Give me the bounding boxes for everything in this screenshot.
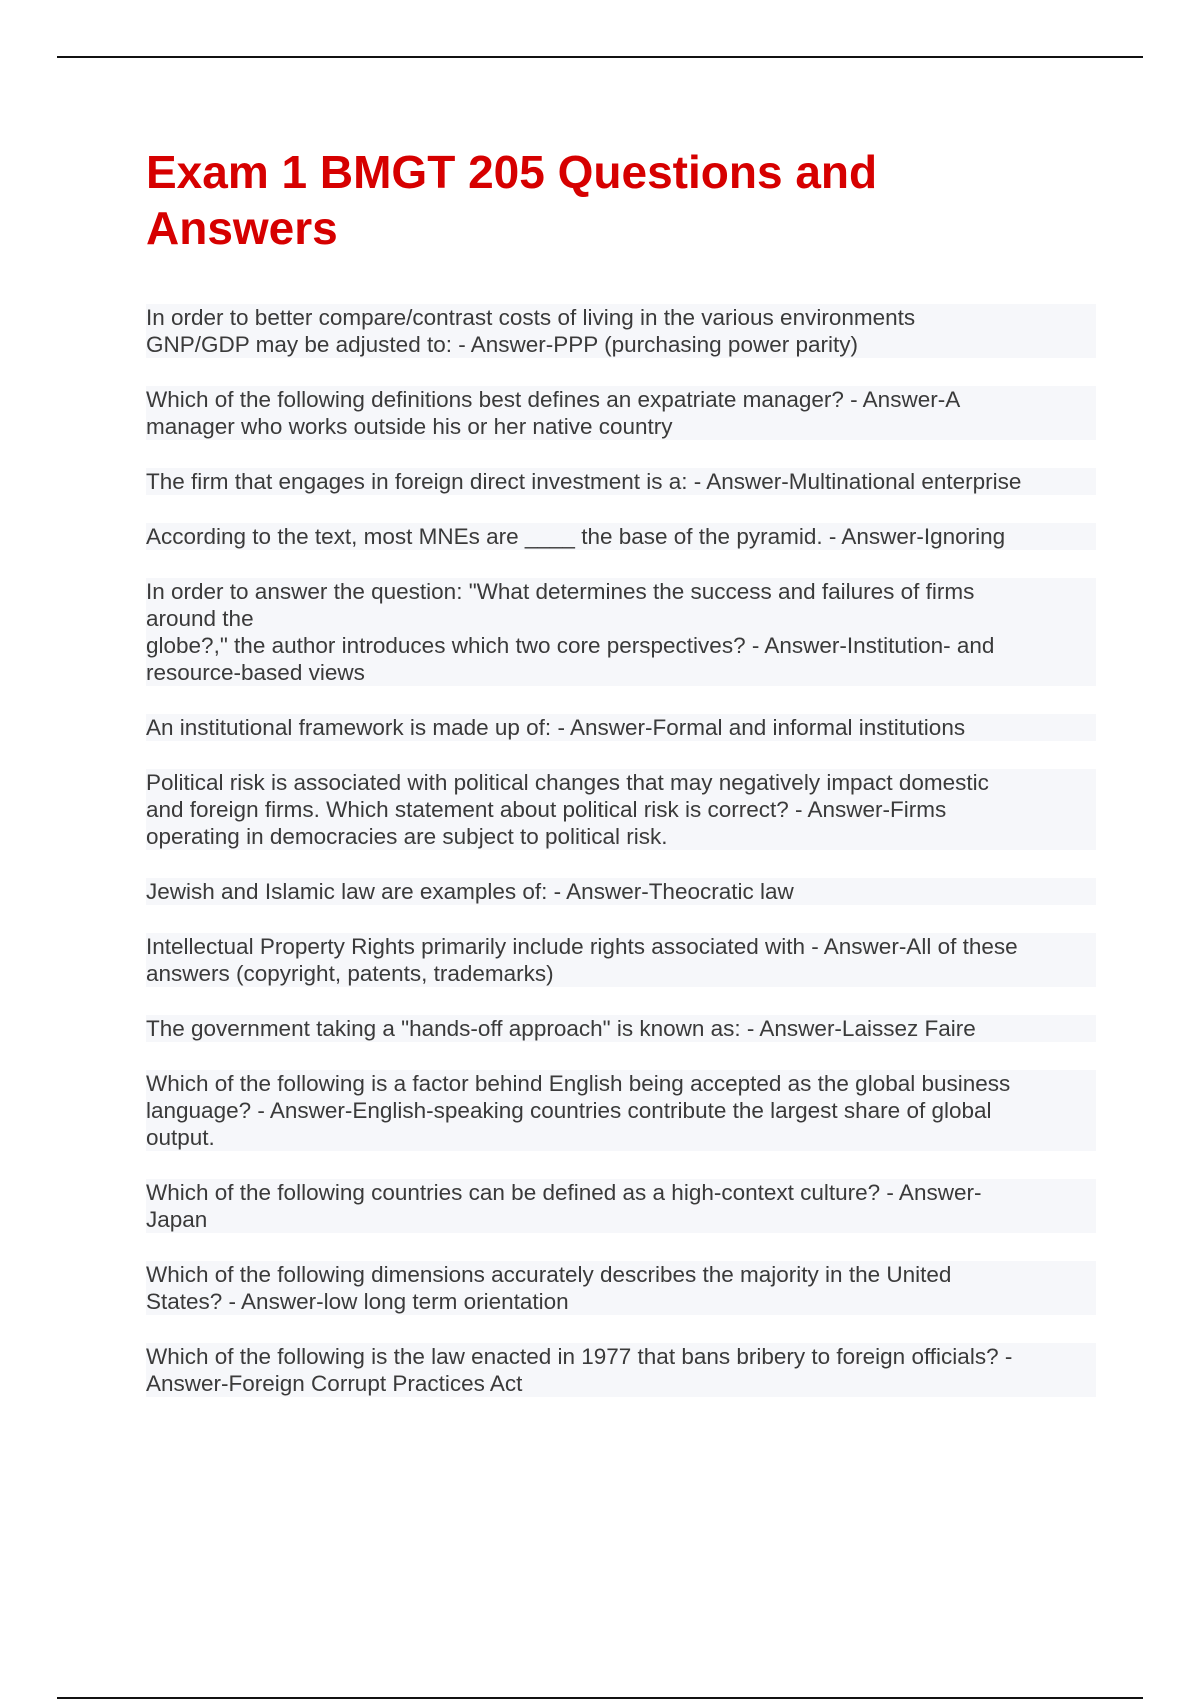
- qa-list: [146, 304, 1096, 1397]
- qa-item: Which of the following is a factor behind English being accepted as the global business language? - Answer-English-speaking countries contribute the largest share of global output.: [146, 1070, 1096, 1151]
- qa-item: The government taking a "hands-off approach" is known as: - Answer-Laissez Faire: [146, 1015, 1096, 1042]
- qa-item: Jewish and Islamic law are examples of: - Answer-Theocratic law: [146, 878, 1096, 905]
- qa-item: Which of the following definitions best defines an expatriate manager? - Answer-A manager who works outside his or her native country: [146, 386, 1096, 440]
- document-body: [146, 144, 1096, 1397]
- qa-item: According to the text, most MNEs are ____ the base of the pyramid. - Answer-Ignoring: [146, 523, 1096, 550]
- qa-item: An institutional framework is made up of: - Answer-Formal and informal institutions: [146, 714, 1096, 741]
- qa-item: Which of the following dimensions accurately describes the majority in the United States? - Answer-low long term orientation: [146, 1261, 1096, 1315]
- qa-item: Which of the following countries can be defined as a high-context culture? - Answer- Japan: [146, 1179, 1096, 1233]
- qa-item: Political risk is associated with political changes that may negatively impact domestic and foreign firms. Which statement about political risk is correct? - Answer-Firms operating in democracies are subject to political risk.: [146, 769, 1096, 850]
- qa-item: In order to better compare/contrast costs of living in the various environments GNP/GDP may be adjusted to: - Answer-PPP (purchasing power parity): [146, 304, 1096, 358]
- bottom-rule: [57, 1697, 1143, 1699]
- top-rule: [57, 56, 1143, 58]
- qa-item: The firm that engages in foreign direct investment is a: - Answer-Multinational enterprise: [146, 468, 1096, 495]
- qa-item: Intellectual Property Rights primarily include rights associated with - Answer-All of these answers (copyright, patents, trademarks): [146, 933, 1096, 987]
- qa-item: In order to answer the question: "What determines the success and failures of firms around the globe?," the author introduces which two core perspectives? - Answer-Institution- and resource-based views: [146, 578, 1096, 686]
- qa-item: Which of the following is the law enacted in 1977 that bans bribery to foreign officials? - Answer-Foreign Corrupt Practices Act: [146, 1343, 1096, 1397]
- document-title: Exam 1 BMGT 205 Questions and Answers: [146, 146, 878, 254]
